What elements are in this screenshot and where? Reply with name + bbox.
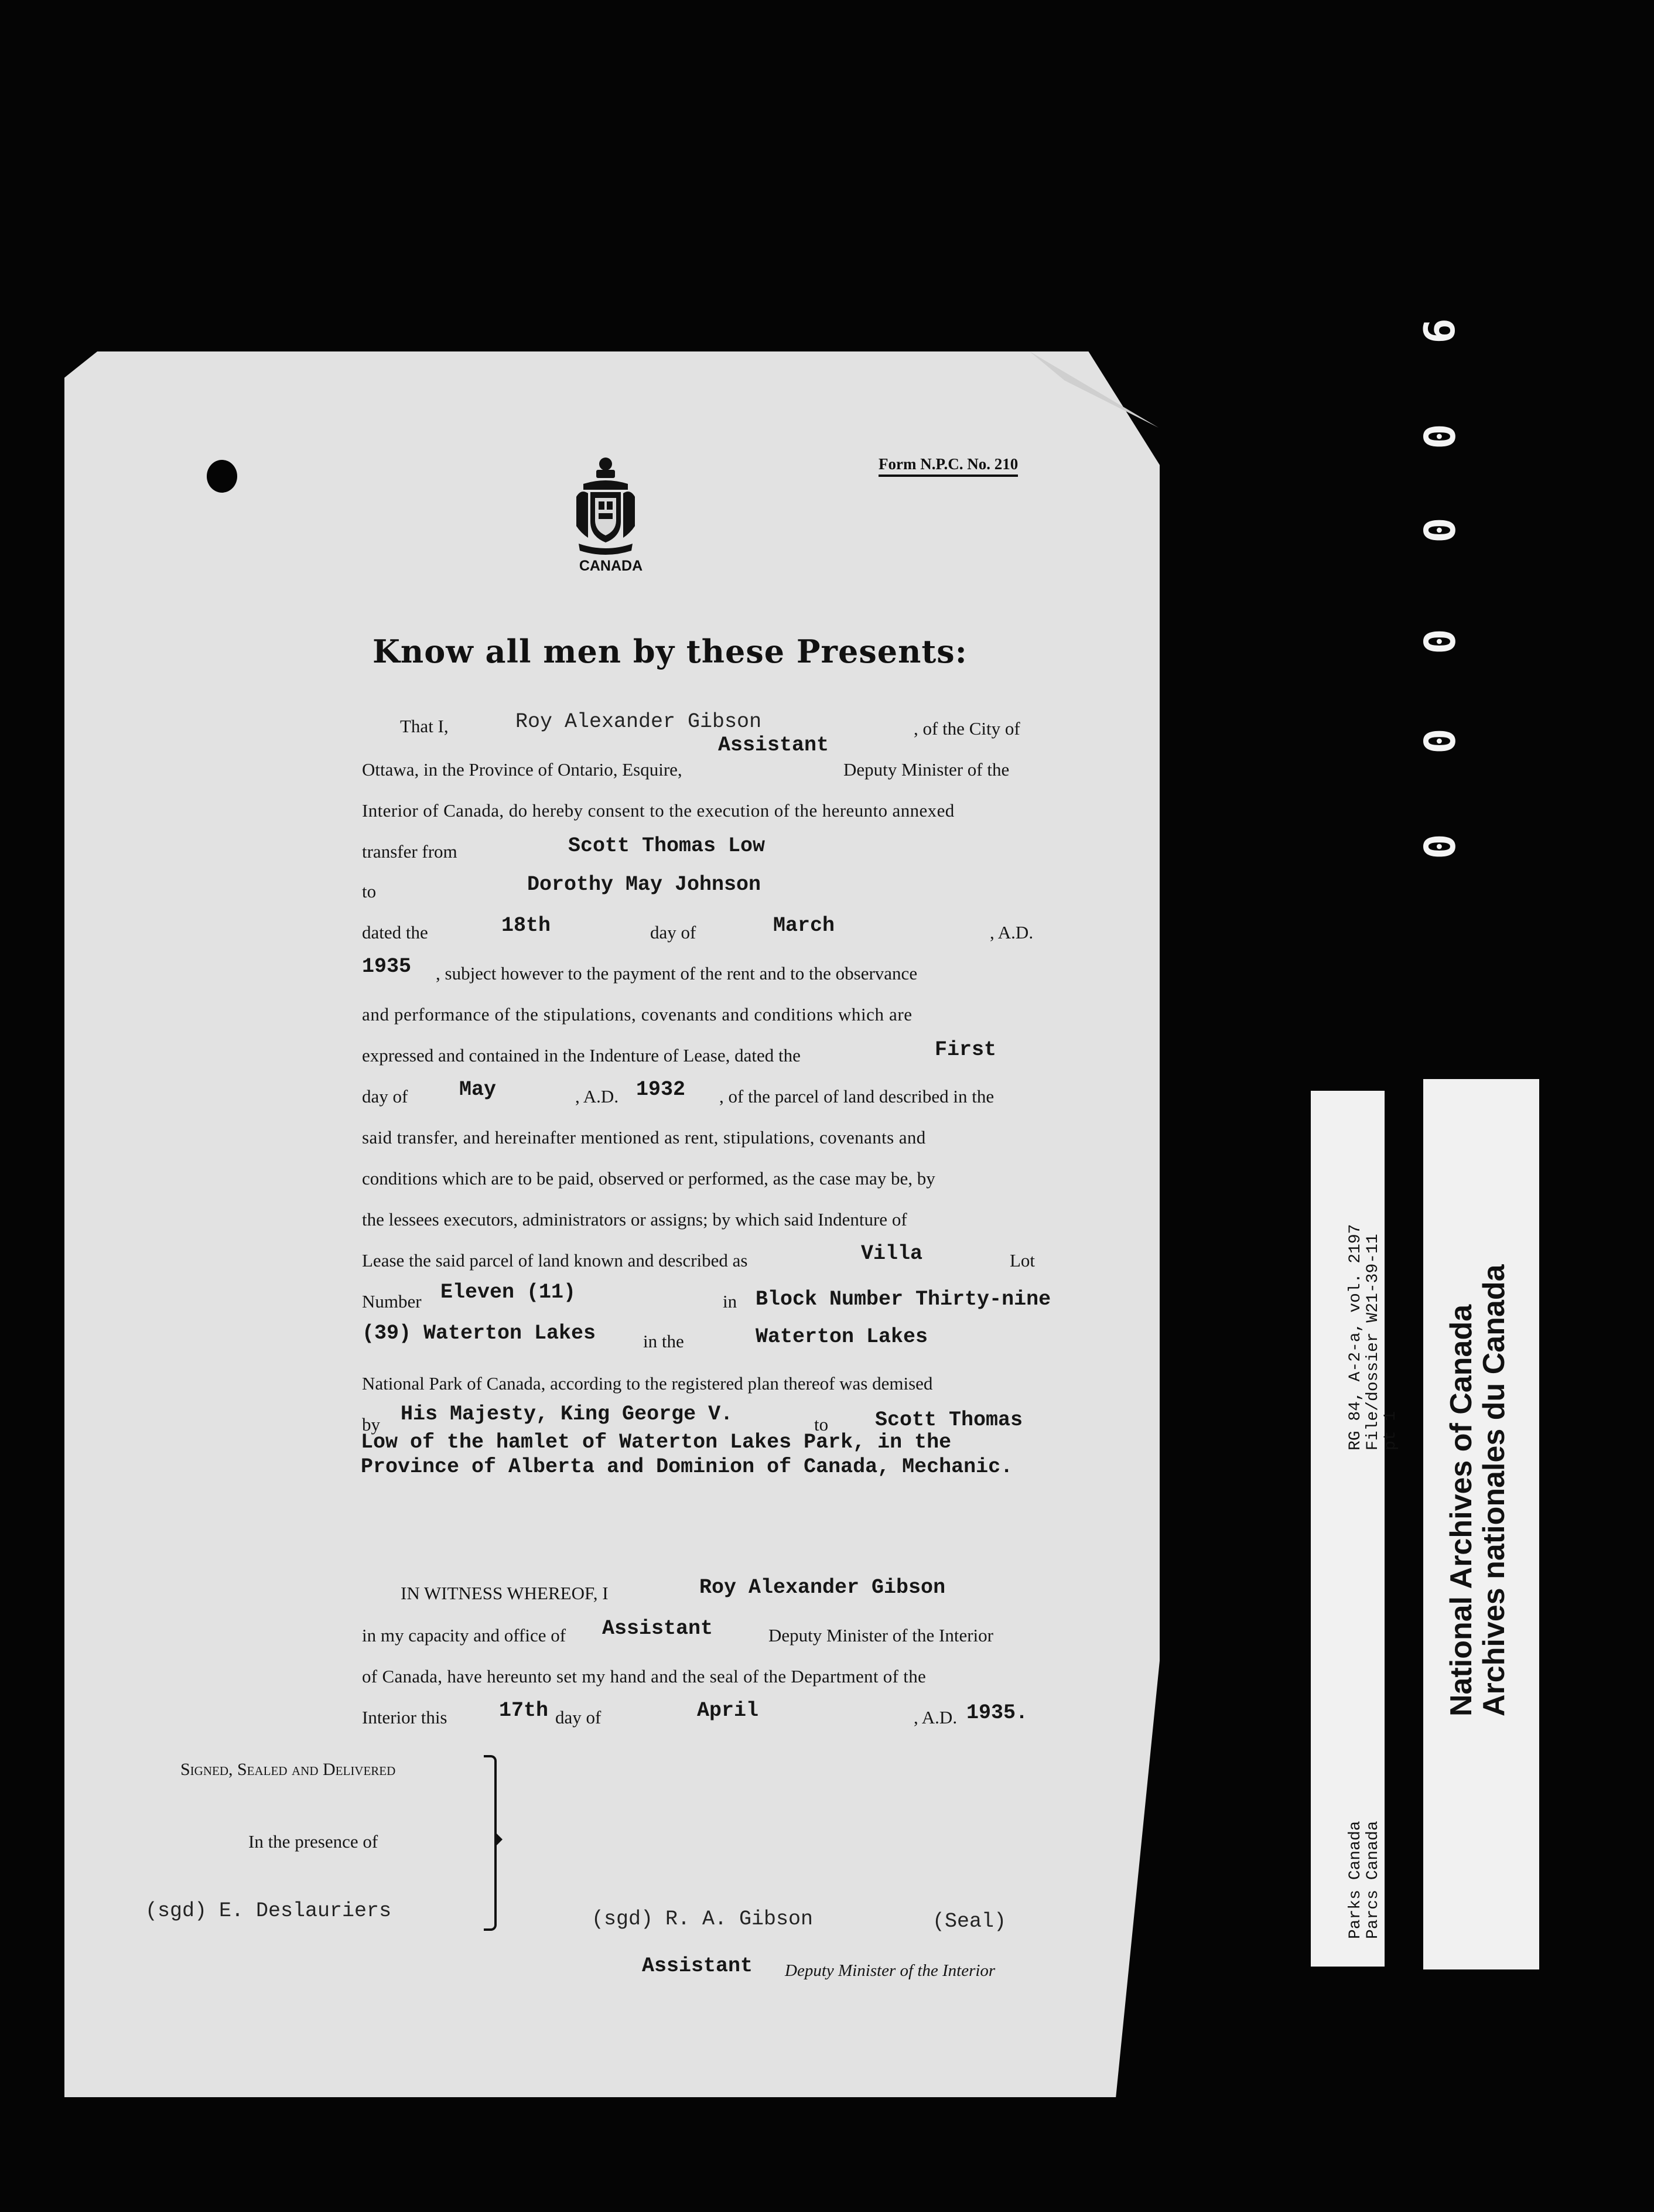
typed-lease-day: First — [935, 1038, 997, 1061]
text-deputy-minister: Deputy Minister of the — [843, 759, 1010, 780]
text-ad: , A.D. — [990, 922, 1034, 943]
typed-witness-signature: (sgd) E. Deslauriers — [145, 1899, 392, 1923]
text-day-of-witness: day of — [555, 1707, 602, 1728]
text-day-of-lease: day of — [362, 1086, 408, 1107]
frame-number-digit: 0 — [1414, 424, 1463, 449]
text-ottawa: Ottawa, in the Province of Ontario, Esquire, — [362, 759, 682, 780]
text-lot: Lot — [1010, 1250, 1036, 1271]
text-by: by — [362, 1414, 380, 1435]
typed-park-name: Waterton Lakes — [756, 1325, 928, 1349]
typed-transferor: Scott Thomas Low — [568, 834, 766, 858]
creator-line: Parks Canada — [1347, 1821, 1365, 1939]
typed-witness-name: Roy Alexander Gibson — [699, 1576, 946, 1599]
typed-assistant-title: Assistant — [718, 733, 829, 757]
text-lessees: the lessees executors, administrators or assigns; by which said Indenture of — [362, 1209, 907, 1230]
typed-signatory: (sgd) R. A. Gibson — [592, 1907, 814, 1931]
text-said-transfer: said transfer, and hereinafter mentioned as rent, stipulations, covenants and — [362, 1127, 926, 1148]
text-signed-sealed: Signed, Sealed and Delivered — [180, 1760, 396, 1779]
text-in-the: in the — [643, 1331, 684, 1351]
text-in-witness: IN WITNESS WHEREOF, I — [401, 1583, 609, 1603]
text-transfer-from: transfer from — [362, 841, 457, 862]
text-parcel: , of the parcel of land described in the — [719, 1086, 995, 1107]
typed-witness-month: April — [697, 1699, 759, 1722]
text-consent: Interior of Canada, do hereby consent to the execution of the hereunto annexed — [362, 800, 955, 821]
creator-line: Parcs Canada — [1364, 1821, 1382, 1939]
typed-seal: (Seal) — [932, 1910, 1007, 1933]
bracket-point — [495, 1832, 503, 1846]
text-lease-known: Lease the said parcel of land known and described as — [362, 1250, 748, 1271]
typed-witness-day: 17th — [499, 1699, 549, 1722]
reference-line: RG 84, A-2-a, vol. 2197 — [1347, 1224, 1365, 1450]
text-conditions: conditions which are to be paid, observed or performed, as the case may be, by — [362, 1168, 935, 1189]
country-label: CANADA — [579, 558, 643, 574]
text-number: Number — [362, 1291, 422, 1312]
text-day-of: day of — [650, 922, 696, 943]
text-ad-witness: , A.D. — [914, 1707, 958, 1728]
text-hand-and-seal: of Canada, have hereunto set my hand and the seal of the Department of the — [362, 1666, 927, 1687]
text-dated-the: dated the — [362, 922, 428, 943]
typed-lease-year: 1932 — [636, 1078, 686, 1101]
typed-lessee-line-3: Province of Alberta and Dominion of Canada, Mechanic. — [361, 1455, 1013, 1479]
frame-number-digit: 0 — [1414, 834, 1463, 859]
typed-demised-by: His Majesty, King George V. — [401, 1402, 733, 1426]
typed-assistant-office: Assistant — [602, 1617, 713, 1640]
text-of-the-city: , of the City of — [914, 718, 1020, 739]
typed-transfer-month: March — [773, 914, 835, 937]
typed-lot-number: Eleven (11) — [440, 1281, 576, 1304]
text-performance: and performance of the stipulations, covenants and conditions which are — [362, 1004, 913, 1025]
form-number: Form N.P.C. No. 210 — [879, 455, 1018, 477]
text-expressed: expressed and contained in the Indenture of Lease, dated the — [362, 1045, 801, 1066]
text-ad-lease: , A.D. — [575, 1086, 619, 1107]
frame-number-digit: 0 — [1414, 728, 1463, 754]
signature-bracket — [484, 1755, 497, 1931]
frame-number-digit: 0 — [1414, 629, 1463, 654]
typed-transferee: Dorothy May Johnson — [527, 873, 761, 896]
text-to: to — [362, 881, 377, 902]
typed-assistant-footer: Assistant — [642, 1954, 753, 1978]
reference-line: File/dossier W21-39-11 — [1364, 1234, 1382, 1450]
typed-block-number: Block Number Thirty-nine — [756, 1288, 1051, 1311]
document-heading: Know all men by these Presents: — [373, 633, 968, 670]
text-to-lessee: to — [814, 1414, 829, 1435]
text-deputy-footer: Deputy Minister of the Interior — [785, 1961, 996, 1980]
text-presence: In the presence of — [248, 1831, 378, 1852]
text-subject: , subject however to the payment of the rent and to the observance — [436, 963, 918, 984]
frame-number-digit: 0 — [1414, 517, 1463, 543]
typed-grantor-name: Roy Alexander Gibson — [515, 710, 762, 733]
frame-number-digit: 9 — [1414, 318, 1463, 344]
punch-hole — [207, 460, 237, 493]
text-capacity: in my capacity and office of — [362, 1625, 566, 1646]
typed-transfer-day: 18th — [501, 914, 551, 937]
typed-lessee-line-2: Low of the hamlet of Waterton Lakes Park, in the — [361, 1431, 952, 1454]
institution-line: Archives nationales du Canada — [1477, 1264, 1511, 1716]
institution-line: National Archives of Canada — [1444, 1304, 1478, 1716]
typed-land-type: Villa — [861, 1242, 923, 1265]
text-in: in — [723, 1291, 737, 1312]
text-deputy-minister-interior: Deputy Minister of the Interior — [768, 1625, 993, 1646]
typed-witness-year: 1935. — [966, 1701, 1028, 1725]
text-national-park: National Park of Canada, according to the registered plan thereof was demised — [362, 1373, 933, 1394]
typed-lessee-start: Scott Thomas — [875, 1408, 1023, 1432]
reference-line: pt 1 — [1382, 1411, 1400, 1450]
typed-transfer-year: 1935 — [362, 955, 412, 978]
text-interior-this: Interior this — [362, 1707, 447, 1728]
typed-lease-month: May — [459, 1078, 497, 1101]
typed-block-place: (39) Waterton Lakes — [362, 1322, 596, 1345]
text-that-i: That I, — [400, 716, 449, 736]
coat-of-arms-icon — [573, 456, 638, 555]
